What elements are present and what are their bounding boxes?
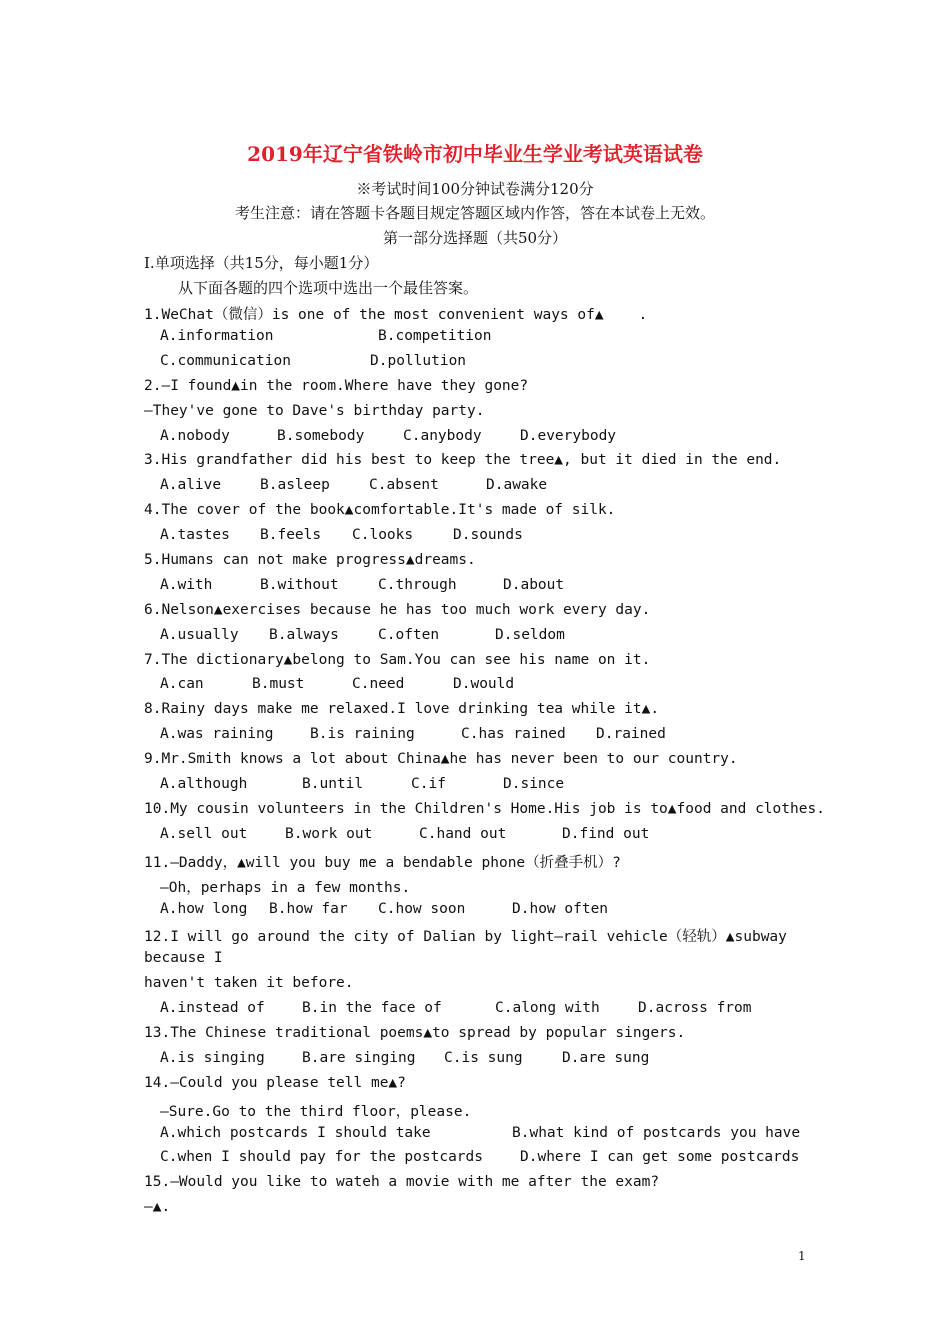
question-8-option-a: A.was raining [160,726,274,742]
question-7-option-c: C.need [352,676,405,692]
question-2-option-b: B.somebody [277,428,365,444]
question-10-option-b: B.work out [285,826,373,842]
question-3-option-b: B.asleep [260,477,330,493]
question-10-option-c: C.hand out [419,826,507,842]
question-11-option-a: A.how long [160,901,248,917]
question-15-stem: 15.—Would you like to wateh a movie with me after the exam? [144,1174,660,1190]
question-15-reply: —▲. [144,1199,171,1215]
question-1-option-c: C.communication [160,353,291,369]
question-4-option-c: C.looks [352,527,414,543]
exam-notice: 考生注意：请在答题卡各题目规定答题区域内作答，答在本试卷上无效。 [234,204,715,222]
question-14-option-c: C.when I should pay for the postcards [160,1149,484,1165]
question-7-stem: 7.The dictionary▲belong to Sam.You can see his name on it. [144,652,651,668]
question-14-stem: 14.—Could you please tell me▲? [144,1075,406,1091]
question-9-option-b: B.until [302,776,364,792]
question-11-option-d: D.how often [512,901,609,917]
question-11-stem: 11.—Daddy，▲will you buy me a bendable phone（折叠手机）? [144,855,621,871]
question-8-stem: 8.Rainy days make me relaxed.I love drinking tea while it▲. [144,701,660,717]
question-9-option-d: D.since [503,776,565,792]
question-5-stem: 5.Humans can not make progress▲dreams. [144,552,476,568]
section-instruction: 从下面各题的四个选项中选出一个最佳答案。 [178,279,479,297]
question-4-option-a: A.tastes [160,527,230,543]
question-8-option-c: C.has rained [461,726,566,742]
question-10-option-d: D.find out [562,826,650,842]
question-6-option-c: C.often [378,627,440,643]
page-number: 1 [798,1249,806,1263]
question-14-reply: —Sure.Go to the third floor，please. [160,1104,472,1120]
question-14-option-a: A.which postcards I should take [160,1125,431,1141]
question-10-option-a: A.sell out [160,826,248,842]
question-2-option-c: C.anybody [403,428,482,444]
question-9-option-c: C.if [411,776,446,792]
question-5-option-d: D.about [503,577,565,593]
question-13-option-d: D.are sung [562,1050,650,1066]
question-3-option-d: D.awake [486,477,548,493]
question-12-option-c: C.along with [495,1000,600,1016]
question-12-option-b: B.in the face of [302,1000,442,1016]
question-8-option-b: B.is raining [310,726,415,742]
question-9-stem: 9.Mr.Smith knows a lot about China▲he has never been to our country. [144,751,738,767]
question-12-option-d: D.across from [638,1000,752,1016]
question-9-option-a: A.although [160,776,248,792]
part-one-heading: 第一部分选择题（共50分） [382,229,568,247]
question-10-stem: 10.My cousin volunteers in the Children's Home.His job is to▲food and clothes. [144,801,825,817]
question-7-option-d: D.would [453,676,515,692]
question-1-stem: 1.WeChat（微信）is one of the most convenient ways of▲ . [144,307,648,323]
question-4-stem: 4.The cover of the book▲comfortable.It's made of silk. [144,502,616,518]
question-12-stem-cont-2: haven't taken it before. [144,975,354,991]
question-2-option-a: A.nobody [160,428,230,444]
question-12-stem-cont: because I [144,950,223,966]
question-8-option-d: D.rained [596,726,666,742]
question-4-option-d: D.sounds [453,527,523,543]
question-13-option-c: C.is sung [444,1050,523,1066]
question-2-option-d: D.everybody [520,428,617,444]
question-2-reply: —They've gone to Dave's birthday party. [144,403,485,419]
question-7-option-b: B.must [252,676,305,692]
question-14-option-d: D.where I can get some postcards [520,1149,800,1165]
question-13-option-a: A.is singing [160,1050,265,1066]
exam-info: ※考试时间100分钟试卷满分120分 [356,180,594,198]
question-12-stem: 12.I will go around the city of Dalian by light—rail vehicle（轻轨）▲subway [144,929,787,945]
section-heading: I.单项选择（共15分，每小题1分） [144,254,379,272]
exam-title: 2019年辽宁省铁岭市初中毕业生学业考试英语试卷 [247,142,703,166]
question-12-option-a: A.instead of [160,1000,265,1016]
question-1-option-b: B.competition [378,328,492,344]
question-7-option-a: A.can [160,676,204,692]
question-13-stem: 13.The Chinese traditional poems▲to spread by popular singers. [144,1025,686,1041]
question-1-option-d: D.pollution [370,353,467,369]
question-11-reply: —Oh，perhaps in a few months. [160,880,411,896]
question-4-option-b: B.feels [260,527,322,543]
question-11-option-b: B.how far [269,901,348,917]
question-3-stem: 3.His grandfather did his best to keep the tree▲, but it died in the end. [144,452,782,468]
question-1-option-a: A.information [160,328,274,344]
question-3-option-a: A.alive [160,477,222,493]
question-5-option-b: B.without [260,577,339,593]
question-2-stem: 2.—I found▲in the room.Where have they gone? [144,378,529,394]
question-13-option-b: B.are singing [302,1050,416,1066]
question-11-option-c: C.how soon [378,901,466,917]
question-5-option-a: A.with [160,577,213,593]
question-6-option-a: A.usually [160,627,239,643]
question-6-option-b: B.always [269,627,339,643]
question-14-option-b: B.what kind of postcards you have [512,1125,801,1141]
question-6-stem: 6.Nelson▲exercises because he has too much work every day. [144,602,651,618]
question-6-option-d: D.seldom [495,627,565,643]
question-5-option-c: C.through [378,577,457,593]
question-3-option-c: C.absent [369,477,439,493]
